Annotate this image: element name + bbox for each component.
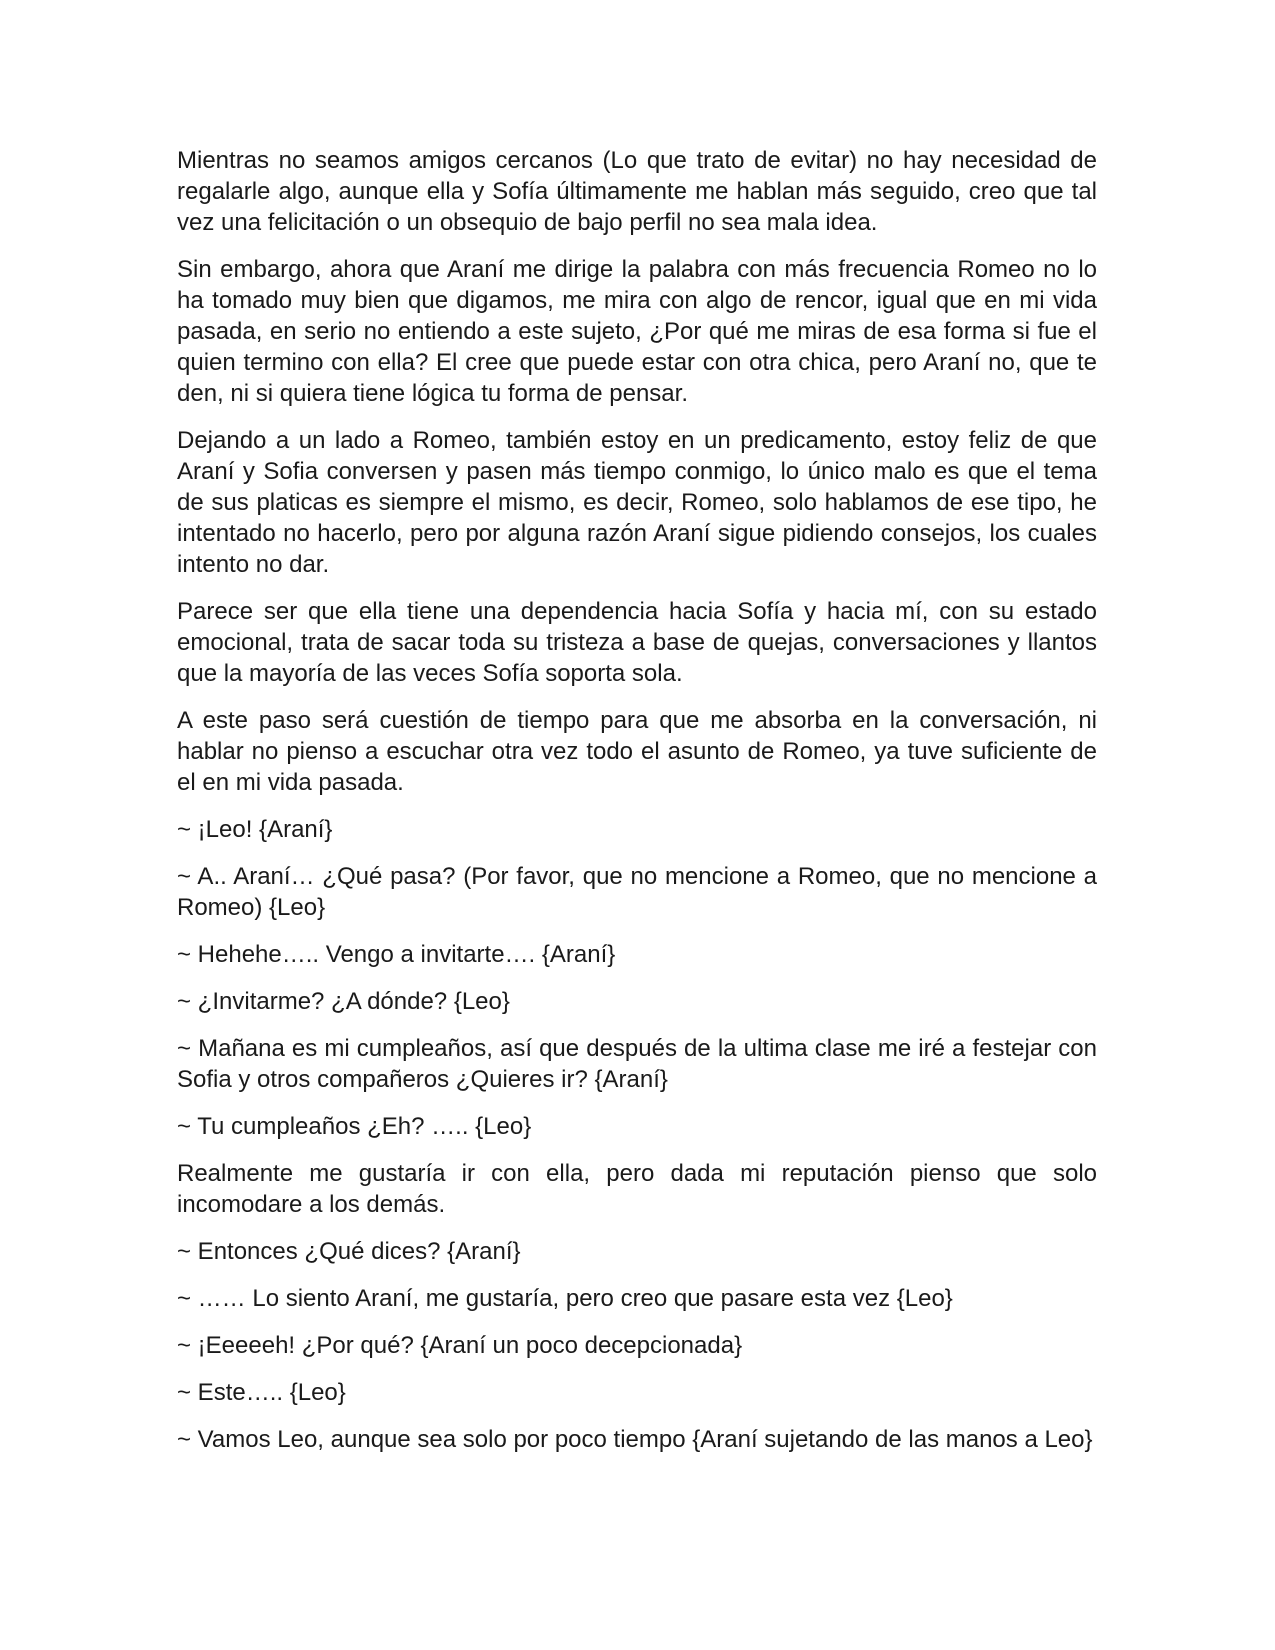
dialogue-line: ~ A.. Araní… ¿Qué pasa? (Por favor, que no mencione a Romeo, que no mencione a Romeo) {Leo} — [177, 863, 1097, 921]
dialogue-line: ~ Hehehe….. Vengo a invitarte…. {Araní} — [177, 941, 616, 968]
paragraph: Parece ser que ella tiene una dependencia hacia Sofía y hacia mí, con su estado emocional, trata de sacar toda su tristeza a base de quejas, conversaciones y llantos que la mayoría de las veces Sofía soporta sola. — [177, 598, 1097, 687]
paragraph: Realmente me gustaría ir con ella, pero dada mi reputación pienso que solo incomodare a los demás. — [177, 1160, 1097, 1218]
dialogue-line: ~ ¡Leo! {Araní} — [177, 816, 333, 843]
paragraph: Sin embargo, ahora que Araní me dirige la palabra con más frecuencia Romeo no lo ha tomado muy bien que digamos, me mira con algo de rencor, igual que en mi vida pasada, en serio no entiendo a este sujeto, ¿Por qué me miras de esa forma si fue el quien termino con ella? El cree que puede estar con otra chica, pero Araní no, que te den, ni si quiera tiene lógica tu forma de pensar. — [177, 256, 1097, 407]
document-page — [177, 145, 1097, 1471]
dialogue-line: ~ ¿Invitarme? ¿A dónde? {Leo} — [177, 988, 510, 1015]
paragraph: Mientras no seamos amigos cercanos (Lo que trato de evitar) no hay necesidad de regalarle algo, aunque ella y Sofía últimamente me hablan más seguido, creo que tal vez una felicitación o un obsequio de bajo perfil no sea mala idea. — [177, 147, 1097, 236]
dialogue-line: ~ Este….. {Leo} — [177, 1379, 346, 1406]
paragraph: Dejando a un lado a Romeo, también estoy en un predicamento, estoy feliz de que Araní y Sofia conversen y pasen más tiempo conmigo, lo único malo es que el tema de sus platicas es siempre el mismo, es decir, Romeo, solo hablamos de ese tipo, he intentado no hacerlo, pero por alguna razón Araní sigue pidiendo consejos, los cuales intento no dar. — [177, 427, 1097, 578]
dialogue-line: ~ …… Lo siento Araní, me gustaría, pero creo que pasare esta vez {Leo} — [177, 1285, 953, 1312]
dialogue-line: ~ Vamos Leo, aunque sea solo por poco tiempo {Araní sujetando de las manos a Leo} — [177, 1426, 1093, 1453]
dialogue-line: ~ Mañana es mi cumpleaños, así que después de la ultima clase me iré a festejar con Sofia y otros compañeros ¿Quieres ir? {Araní} — [177, 1035, 1097, 1093]
dialogue-line: ~ Entonces ¿Qué dices? {Araní} — [177, 1238, 521, 1265]
dialogue-line: ~ ¡Eeeeeh! ¿Por qué? {Araní un poco decepcionada} — [177, 1332, 743, 1359]
paragraph: A este paso será cuestión de tiempo para que me absorba en la conversación, ni hablar no pienso a escuchar otra vez todo el asunto de Romeo, ya tuve suficiente de el en mi vida pasada. — [177, 707, 1097, 796]
dialogue-line: ~ Tu cumpleaños ¿Eh? ….. {Leo} — [177, 1113, 532, 1140]
